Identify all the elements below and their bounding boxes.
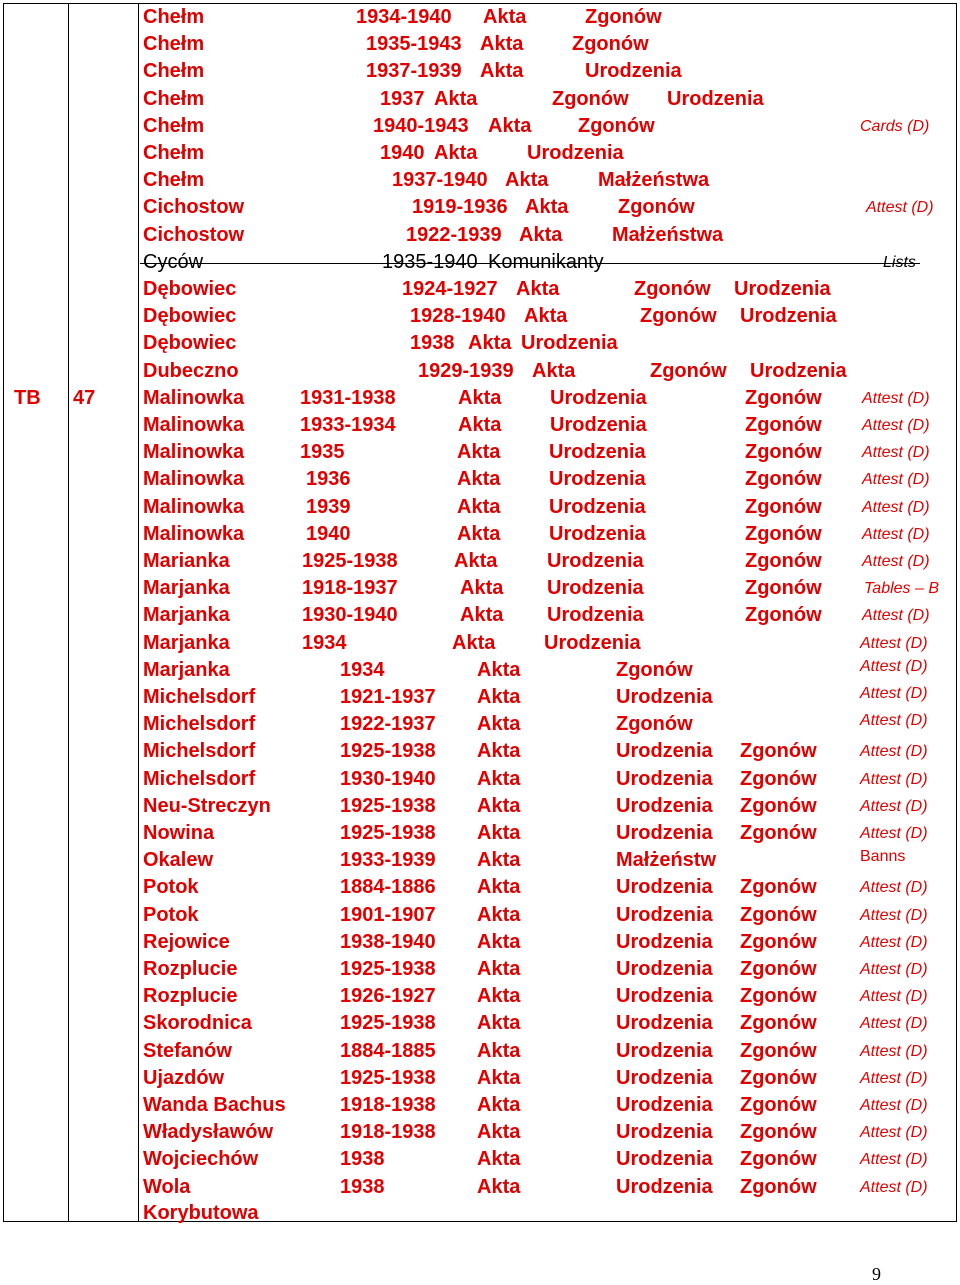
town-name: Wojciechów bbox=[143, 1148, 259, 1171]
years: 1940 bbox=[306, 522, 351, 545]
record-type: Urodzenia bbox=[549, 468, 646, 491]
record-kind: Akta bbox=[505, 169, 549, 192]
table-row bbox=[0, 983, 960, 1010]
town-name: Chełm bbox=[143, 60, 205, 83]
town-name: Marjanka bbox=[143, 658, 230, 681]
town-name: Wola bbox=[143, 1175, 191, 1198]
years: 1925-1938 bbox=[340, 958, 436, 980]
years: 1925-1938 bbox=[340, 794, 436, 817]
record-kind: Akta bbox=[480, 33, 524, 56]
record-note: Tables – B bbox=[864, 580, 940, 598]
town-name: Marianka bbox=[143, 550, 230, 572]
table-row bbox=[0, 1038, 960, 1065]
record-type: Urodzenia bbox=[616, 822, 713, 844]
town-name: Michelsdorf bbox=[143, 713, 256, 736]
record-type: Zgonów bbox=[740, 767, 817, 790]
record-note: Attest (D) bbox=[862, 389, 930, 407]
years: 1934 bbox=[302, 631, 347, 654]
record-note: Attest (D) bbox=[860, 1069, 928, 1087]
record-type: Zgonów bbox=[745, 604, 822, 627]
town-name: Potok bbox=[143, 876, 199, 899]
record-note: Attest (D) bbox=[860, 961, 928, 978]
record-type: Zgonów bbox=[745, 468, 822, 491]
table-row bbox=[0, 385, 960, 412]
record-type: Urodzenia bbox=[616, 903, 713, 926]
record-type: Urodzenia bbox=[740, 305, 837, 328]
table-row bbox=[0, 575, 960, 602]
record-type: Urodzenia bbox=[616, 1148, 713, 1171]
record-type: Zgonów bbox=[740, 958, 817, 980]
record-type: Zgonów bbox=[740, 903, 817, 926]
town-name: Dubeczno bbox=[143, 359, 239, 382]
record-type: Urodzenia bbox=[616, 958, 713, 980]
years: 1922-1939 bbox=[406, 223, 502, 246]
record-type: Urodzenia bbox=[616, 930, 713, 953]
record-type: Urodzenia bbox=[616, 1066, 713, 1089]
record-kind: Akta bbox=[457, 522, 501, 545]
record-kind: Akta bbox=[477, 686, 521, 708]
town-name: Ujazdów bbox=[143, 1066, 225, 1089]
years: 1937-1940 bbox=[392, 169, 488, 192]
record-kind: Akta bbox=[477, 849, 521, 872]
town-name: Nowina bbox=[143, 822, 215, 844]
record-note: Cards (D) bbox=[860, 117, 930, 135]
record-type: Zgonów bbox=[740, 930, 817, 953]
record-kind: Akta bbox=[477, 1012, 521, 1035]
table-row bbox=[0, 1065, 960, 1092]
record-kind: Komunikanty bbox=[488, 250, 604, 273]
record-note: Attest (D) bbox=[860, 685, 928, 702]
town-name: Malinowka bbox=[143, 414, 245, 436]
town-name: Chełm bbox=[143, 87, 205, 110]
record-note: Attest (D) bbox=[860, 933, 928, 951]
record-type: Urodzenia bbox=[549, 522, 646, 545]
table-row bbox=[0, 1092, 960, 1119]
record-type: Urodzenia bbox=[616, 1175, 713, 1198]
table-row bbox=[0, 711, 960, 738]
record-kind: Akta bbox=[483, 6, 527, 28]
record-note: Attest (D) bbox=[860, 657, 928, 675]
record-kind: Akta bbox=[480, 60, 524, 83]
record-type: Zgonów bbox=[740, 740, 817, 763]
years: 1933-1934 bbox=[300, 414, 396, 436]
years: 1918-1938 bbox=[340, 1121, 436, 1144]
table-row bbox=[0, 412, 960, 439]
record-note: Attest (D) bbox=[860, 825, 928, 842]
record-note: Attest (D) bbox=[860, 797, 928, 815]
record-kind: Akta bbox=[477, 1121, 521, 1144]
years: 1938-1940 bbox=[340, 930, 436, 953]
record-kind: Akta bbox=[454, 550, 498, 572]
years: 1940 bbox=[380, 142, 425, 164]
record-type: Urodzenia bbox=[585, 60, 682, 83]
record-note: Attest (D) bbox=[860, 988, 928, 1006]
record-kind: Akta bbox=[477, 876, 521, 899]
table-row bbox=[0, 820, 960, 847]
box-number: 47 bbox=[73, 386, 96, 409]
record-type: Urodzenia bbox=[547, 604, 644, 627]
table-row bbox=[0, 303, 960, 330]
record-kind: Akta bbox=[477, 713, 521, 736]
record-type: Zgonów bbox=[572, 33, 649, 56]
record-type: Zgonów bbox=[745, 495, 822, 518]
town-name: Chełm bbox=[143, 142, 205, 164]
record-kind: Akta bbox=[477, 930, 521, 953]
record-note: Attest (D) bbox=[862, 553, 930, 570]
table-row bbox=[0, 1174, 960, 1224]
table-row bbox=[0, 494, 960, 521]
table-row bbox=[0, 738, 960, 765]
record-note: Attest (D) bbox=[862, 498, 930, 516]
years: 1925-1938 bbox=[340, 1012, 436, 1035]
record-note: Attest (D) bbox=[860, 770, 928, 788]
years: 1933-1939 bbox=[340, 849, 436, 872]
record-type: Urodzenia bbox=[547, 577, 644, 600]
record-note: Attest (D) bbox=[860, 1178, 928, 1196]
record-type: Zgonów bbox=[740, 1121, 817, 1144]
table-row bbox=[0, 222, 960, 249]
strikethrough-line bbox=[140, 263, 920, 264]
record-kind: Akta bbox=[458, 414, 502, 436]
table-row bbox=[0, 31, 960, 58]
years: 1925-1938 bbox=[340, 740, 436, 763]
record-kind: Akta bbox=[434, 87, 478, 110]
record-kind: Akta bbox=[434, 142, 478, 164]
years: 1931-1938 bbox=[300, 386, 396, 409]
record-note: Attest (D) bbox=[860, 634, 928, 652]
record-type: Zgonów bbox=[740, 822, 817, 844]
years: 1921-1937 bbox=[340, 686, 436, 708]
town-name: Michelsdorf bbox=[143, 767, 256, 790]
years: 1930-1940 bbox=[340, 767, 436, 790]
years: 1918-1937 bbox=[302, 577, 398, 600]
record-kind: Akta bbox=[477, 985, 521, 1008]
town-name: Rozplucie bbox=[143, 958, 238, 980]
record-note: Attest (D) bbox=[862, 525, 930, 543]
record-kind: Akta bbox=[488, 114, 532, 137]
town-name: Dębowiec bbox=[143, 332, 237, 355]
record-note: Attest (D) bbox=[862, 444, 930, 462]
record-type: Urodzenia bbox=[616, 985, 713, 1008]
record-kind: Akta bbox=[477, 1175, 521, 1198]
record-kind: Akta bbox=[477, 794, 521, 817]
record-type: Zgonów bbox=[745, 414, 822, 436]
record-type: Urodzenia bbox=[527, 142, 624, 164]
record-type: Urodzenia bbox=[550, 414, 647, 436]
record-kind: Akta bbox=[477, 903, 521, 926]
record-note: Attest (D) bbox=[860, 1015, 928, 1033]
record-kind: Akta bbox=[460, 604, 504, 627]
years: 1934-1940 bbox=[356, 6, 452, 28]
table-row bbox=[0, 167, 960, 194]
record-kind: Akta bbox=[457, 468, 501, 491]
years: 1924-1927 bbox=[402, 278, 498, 300]
record-kind: Akta bbox=[519, 223, 563, 246]
record-type: Zgonów bbox=[634, 278, 711, 300]
table-row bbox=[0, 630, 960, 657]
town-name: Malinowka bbox=[143, 495, 245, 518]
town-name: Chełm bbox=[143, 169, 205, 192]
town-name: Malinowka bbox=[143, 468, 245, 491]
years: 1925-1938 bbox=[340, 822, 436, 844]
record-type: Zgonów bbox=[745, 550, 822, 572]
record-type: Urodzenia bbox=[616, 1094, 713, 1116]
record-type: Zgonów bbox=[650, 359, 727, 382]
record-type: Zgonów bbox=[740, 985, 817, 1008]
record-type: Urodzenia bbox=[734, 278, 831, 300]
table-row bbox=[0, 276, 960, 303]
record-type: Zgonów bbox=[740, 876, 817, 899]
town-name: Chełm bbox=[143, 6, 205, 28]
record-kind: Akta bbox=[477, 1039, 521, 1062]
town-name: Okalew bbox=[143, 849, 214, 872]
years: 1938 bbox=[340, 1148, 385, 1171]
town-name: Neu-Streczyn bbox=[143, 794, 271, 817]
record-note: Attest (D) bbox=[862, 417, 930, 434]
record-type: Zgonów bbox=[616, 713, 693, 736]
record-type: Urodzenia bbox=[616, 1012, 713, 1035]
years: 1937 bbox=[380, 87, 425, 110]
record-note: Attest (D) bbox=[862, 471, 930, 489]
town-name: Marjanka bbox=[143, 631, 230, 654]
record-type: Małżeństwa bbox=[598, 169, 710, 192]
table-row bbox=[0, 956, 960, 983]
town-name: Michelsdorf bbox=[143, 686, 256, 708]
town-name: Chełm bbox=[143, 33, 205, 56]
table-row bbox=[0, 113, 960, 140]
record-type: Urodzenia bbox=[750, 359, 847, 382]
record-type: Małżeństw bbox=[616, 849, 717, 872]
years: 1935 bbox=[300, 441, 345, 464]
record-kind: Akta bbox=[524, 305, 568, 328]
table-row bbox=[0, 330, 960, 357]
town-name: Malinowka bbox=[143, 522, 245, 545]
table-row bbox=[0, 140, 960, 167]
town-name: Malinowka bbox=[143, 386, 245, 409]
town-name: Stefanów bbox=[143, 1039, 232, 1062]
record-kind: Akta bbox=[532, 359, 576, 382]
record-type: Urodzenia bbox=[549, 441, 646, 464]
record-type: Urodzenia bbox=[616, 876, 713, 899]
table-row bbox=[0, 1146, 960, 1173]
record-kind: Akta bbox=[477, 658, 521, 681]
record-type: Zgonów bbox=[740, 1012, 817, 1035]
table-row bbox=[0, 874, 960, 901]
town-name-continued: Korybutowa bbox=[143, 1201, 259, 1224]
town-name: Marjanka bbox=[143, 577, 230, 600]
record-kind: Akta bbox=[468, 332, 512, 355]
record-type: Urodzenia bbox=[549, 495, 646, 518]
record-type: Małżeństwa bbox=[612, 223, 724, 246]
record-note: Attest (D) bbox=[860, 1097, 928, 1114]
years: 1938 bbox=[410, 332, 455, 355]
town-name: Cichostow bbox=[143, 196, 245, 219]
table-row bbox=[0, 521, 960, 548]
years: 1901-1907 bbox=[340, 903, 436, 926]
record-type: Zgonów bbox=[640, 305, 717, 328]
table-row bbox=[0, 929, 960, 956]
record-kind: Akta bbox=[458, 386, 502, 409]
record-type: Zgonów bbox=[578, 114, 655, 137]
table-row bbox=[0, 1119, 960, 1146]
years: 1930-1940 bbox=[302, 604, 398, 627]
town-name: Malinowka bbox=[143, 441, 245, 464]
record-kind: Akta bbox=[525, 196, 569, 219]
record-kind: Akta bbox=[477, 1148, 521, 1171]
record-kind: Akta bbox=[477, 767, 521, 790]
table-row bbox=[0, 548, 960, 575]
record-type: Zgonów bbox=[745, 441, 822, 464]
years: 1884-1886 bbox=[340, 876, 436, 899]
table-row bbox=[0, 793, 960, 820]
record-type: Zgonów bbox=[740, 794, 817, 817]
town-name: Cyców bbox=[143, 250, 204, 273]
record-type: Urodzenia bbox=[521, 332, 618, 355]
table-row bbox=[0, 58, 960, 85]
table-row bbox=[0, 1010, 960, 1037]
years: 1935-1940 bbox=[382, 250, 478, 273]
table-row bbox=[0, 766, 960, 793]
record-note: Attest (D) bbox=[860, 1042, 928, 1060]
record-kind: Akta bbox=[516, 278, 560, 300]
years: 1937-1939 bbox=[366, 60, 462, 83]
record-type: Urodzenia bbox=[616, 1039, 713, 1062]
table-row bbox=[0, 684, 960, 711]
record-kind: Akta bbox=[477, 958, 521, 980]
record-note: Attest (D) bbox=[860, 879, 928, 897]
table-row bbox=[0, 847, 960, 874]
record-type: Urodzenia bbox=[616, 767, 713, 790]
record-type: Urodzenia bbox=[550, 386, 647, 409]
record-note: Attest (D) bbox=[866, 199, 934, 217]
table-row bbox=[0, 657, 960, 684]
town-name: Michelsdorf bbox=[143, 740, 256, 763]
years: 1919-1936 bbox=[412, 196, 508, 219]
record-type: Urodzenia bbox=[547, 550, 644, 572]
record-note: Attest (D) bbox=[860, 743, 928, 761]
years: 1925-1938 bbox=[340, 1066, 436, 1089]
town-name: Skorodnica bbox=[143, 1012, 252, 1035]
record-type: Zgonów bbox=[740, 1039, 817, 1062]
years: 1939 bbox=[306, 495, 351, 518]
record-type: Urodzenia bbox=[616, 1121, 713, 1144]
record-type: Urodzenia bbox=[667, 87, 764, 110]
town-name: Marjanka bbox=[143, 604, 230, 627]
years: 1926-1927 bbox=[340, 985, 436, 1008]
record-type: Zgonów bbox=[740, 1148, 817, 1171]
years: 1922-1937 bbox=[340, 713, 436, 736]
collection-code: TB bbox=[14, 386, 41, 409]
town-name: Władysławów bbox=[143, 1121, 274, 1144]
years: 1934 bbox=[340, 658, 385, 681]
record-kind: Akta bbox=[477, 740, 521, 763]
table-row bbox=[0, 194, 960, 221]
town-name: Rozplucie bbox=[143, 985, 238, 1008]
record-type: Urodzenia bbox=[544, 631, 641, 654]
table-row bbox=[0, 466, 960, 493]
record-type: Zgonów bbox=[745, 386, 822, 409]
record-note: Attest (D) bbox=[860, 1151, 928, 1169]
years: 1938 bbox=[340, 1175, 385, 1198]
record-kind: Akta bbox=[452, 631, 496, 654]
town-name: Rejowice bbox=[143, 930, 230, 953]
record-note: Lists bbox=[883, 253, 916, 271]
table-row bbox=[0, 902, 960, 929]
record-type: Zgonów bbox=[616, 658, 693, 681]
record-type: Urodzenia bbox=[616, 686, 713, 708]
record-note: Attest (D) bbox=[862, 607, 930, 625]
town-name: Cichostow bbox=[143, 223, 245, 246]
record-type: Zgonów bbox=[740, 1094, 817, 1116]
record-kind: Akta bbox=[457, 441, 501, 464]
record-kind: Akta bbox=[477, 1094, 521, 1116]
years: 1929-1939 bbox=[418, 359, 514, 382]
record-kind: Akta bbox=[477, 822, 521, 844]
record-type: Zgonów bbox=[745, 522, 822, 545]
record-note: Attest (D) bbox=[860, 712, 928, 730]
years: 1940-1943 bbox=[373, 114, 469, 137]
town-name: Wanda Bachus bbox=[143, 1094, 286, 1116]
record-type: Urodzenia bbox=[616, 794, 713, 817]
years: 1925-1938 bbox=[302, 550, 398, 572]
record-type: Zgonów bbox=[552, 87, 629, 110]
table-row bbox=[0, 439, 960, 466]
record-note: Attest (D) bbox=[860, 906, 928, 924]
years: 1928-1940 bbox=[410, 305, 506, 328]
page-number: 9 bbox=[872, 1264, 881, 1284]
years: 1918-1938 bbox=[340, 1094, 436, 1116]
table-row bbox=[0, 4, 960, 31]
table-row bbox=[0, 602, 960, 629]
record-type: Urodzenia bbox=[616, 740, 713, 763]
town-name: Chełm bbox=[143, 114, 205, 137]
years: 1936 bbox=[306, 468, 351, 491]
record-note: Banns bbox=[860, 848, 906, 866]
record-kind: Akta bbox=[477, 1066, 521, 1089]
record-note: Attest (D) bbox=[860, 1124, 928, 1142]
record-kind: Akta bbox=[457, 495, 501, 518]
town-name: Dębowiec bbox=[143, 305, 237, 328]
years: 1935-1943 bbox=[366, 33, 462, 56]
record-type: Zgonów bbox=[745, 577, 822, 600]
record-type: Zgonów bbox=[740, 1175, 817, 1198]
record-kind: Akta bbox=[460, 577, 504, 600]
table-row bbox=[0, 358, 960, 385]
town-name: Potok bbox=[143, 903, 199, 926]
years: 1884-1885 bbox=[340, 1039, 436, 1062]
record-type: Zgonów bbox=[618, 196, 695, 219]
town-name: Dębowiec bbox=[143, 278, 237, 300]
record-type: Zgonów bbox=[585, 6, 662, 28]
table-row bbox=[0, 86, 960, 113]
record-type: Zgonów bbox=[740, 1066, 817, 1089]
